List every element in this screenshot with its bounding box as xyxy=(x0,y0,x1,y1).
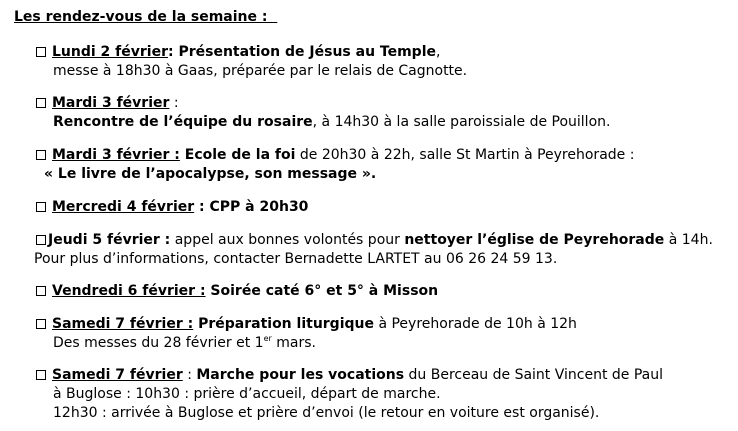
entry-line xyxy=(36,94,610,113)
entry-day: Mardi 3 février xyxy=(52,95,170,111)
entry-line xyxy=(36,315,577,334)
checkbox-icon xyxy=(36,319,46,329)
entry-highlight: Présentation de Jésus au Temple xyxy=(178,44,436,60)
list-item xyxy=(36,231,713,269)
entry-detail-text: mars. xyxy=(271,335,316,351)
entry-day: Jeudi 5 février : xyxy=(48,232,171,248)
entry-highlight: Soirée caté 6° et 5° à Misson xyxy=(205,283,439,299)
checkbox-icon xyxy=(36,98,46,108)
entry-day: Samedi 7 février : xyxy=(52,316,194,332)
entry-text: à Peyrehorade de 10h à 12h xyxy=(374,316,577,332)
list-item xyxy=(36,366,663,423)
checkbox-icon xyxy=(36,47,46,57)
entry-day: Samedi 7 février xyxy=(52,367,183,383)
entry-highlight: Rencontre de l’équipe du rosaire xyxy=(53,114,313,130)
list-item xyxy=(36,43,467,81)
entry-text: appel aux bonnes volontés pour xyxy=(170,232,405,248)
entry-separator: : xyxy=(182,367,197,383)
checkbox-icon xyxy=(36,235,46,245)
entry-detail xyxy=(36,334,577,353)
entry-highlight: « Le livre de l’apocalypse, son message ». xyxy=(44,166,377,182)
page-title: Les rendez-vous de la semaine : xyxy=(14,9,278,25)
entry-detail-text: Des messes du 28 février et 1 xyxy=(53,335,264,351)
entry-line xyxy=(36,366,663,385)
entry-day: Vendredi 6 février : xyxy=(52,283,206,299)
entry-day: Mardi 3 février : xyxy=(52,147,180,163)
entry-line xyxy=(36,146,634,165)
entry-highlight: Marche pour les vocations xyxy=(196,367,405,383)
entry-highlight: nettoyer l’église de Peyrehorade xyxy=(404,232,665,248)
entry-text: du Berceau de Saint Vincent de Paul xyxy=(404,367,663,383)
checkbox-icon xyxy=(36,286,46,296)
entry-detail: messe à 18h30 à Gaas, préparée par le relais de Cagnotte. xyxy=(53,63,468,79)
entry-text: de 20h30 à 22h, salle St Martin à Peyrehorade : xyxy=(295,147,635,163)
entry-text: , xyxy=(436,44,441,60)
checkbox-icon xyxy=(36,150,46,160)
entry-detail: à Buglose : 10h30 : prière d’accueil, départ de marche. xyxy=(53,386,441,402)
entry-separator: : xyxy=(169,95,179,111)
entry-line xyxy=(36,198,308,217)
list-item xyxy=(36,198,308,217)
entry-text: à 14h. xyxy=(664,232,713,248)
entry-detail xyxy=(36,165,634,184)
checkbox-icon xyxy=(36,370,46,380)
list-item xyxy=(36,315,577,353)
list-item xyxy=(36,94,610,132)
entry-day: Mercredi 4 février xyxy=(52,199,195,215)
entry-line xyxy=(36,43,467,62)
list-item xyxy=(36,146,634,184)
list-item xyxy=(36,282,438,301)
entry-detail: Pour plus d’informations, contacter Bernadette LARTET au 06 26 24 59 13. xyxy=(34,251,558,267)
entry-detail: 12h30 : arrivée à Buglose et prière d’envoi (le retour en voiture est organisé). xyxy=(53,405,600,421)
entry-highlight: Ecole de la foi xyxy=(179,147,296,163)
entry-detail xyxy=(36,113,610,132)
checkbox-icon xyxy=(36,202,46,212)
entry-line xyxy=(36,282,438,301)
entry-highlight: Préparation liturgique xyxy=(193,316,374,332)
ordinal-suffix: er xyxy=(263,334,272,343)
entry-separator: : xyxy=(167,44,179,60)
entry-day: Lundi 2 février xyxy=(52,44,168,60)
entry-highlight: : CPP à 20h30 xyxy=(194,199,309,215)
entry-line xyxy=(36,231,713,250)
entry-text: , à 14h30 à la salle paroissiale de Pouillon. xyxy=(312,114,611,130)
